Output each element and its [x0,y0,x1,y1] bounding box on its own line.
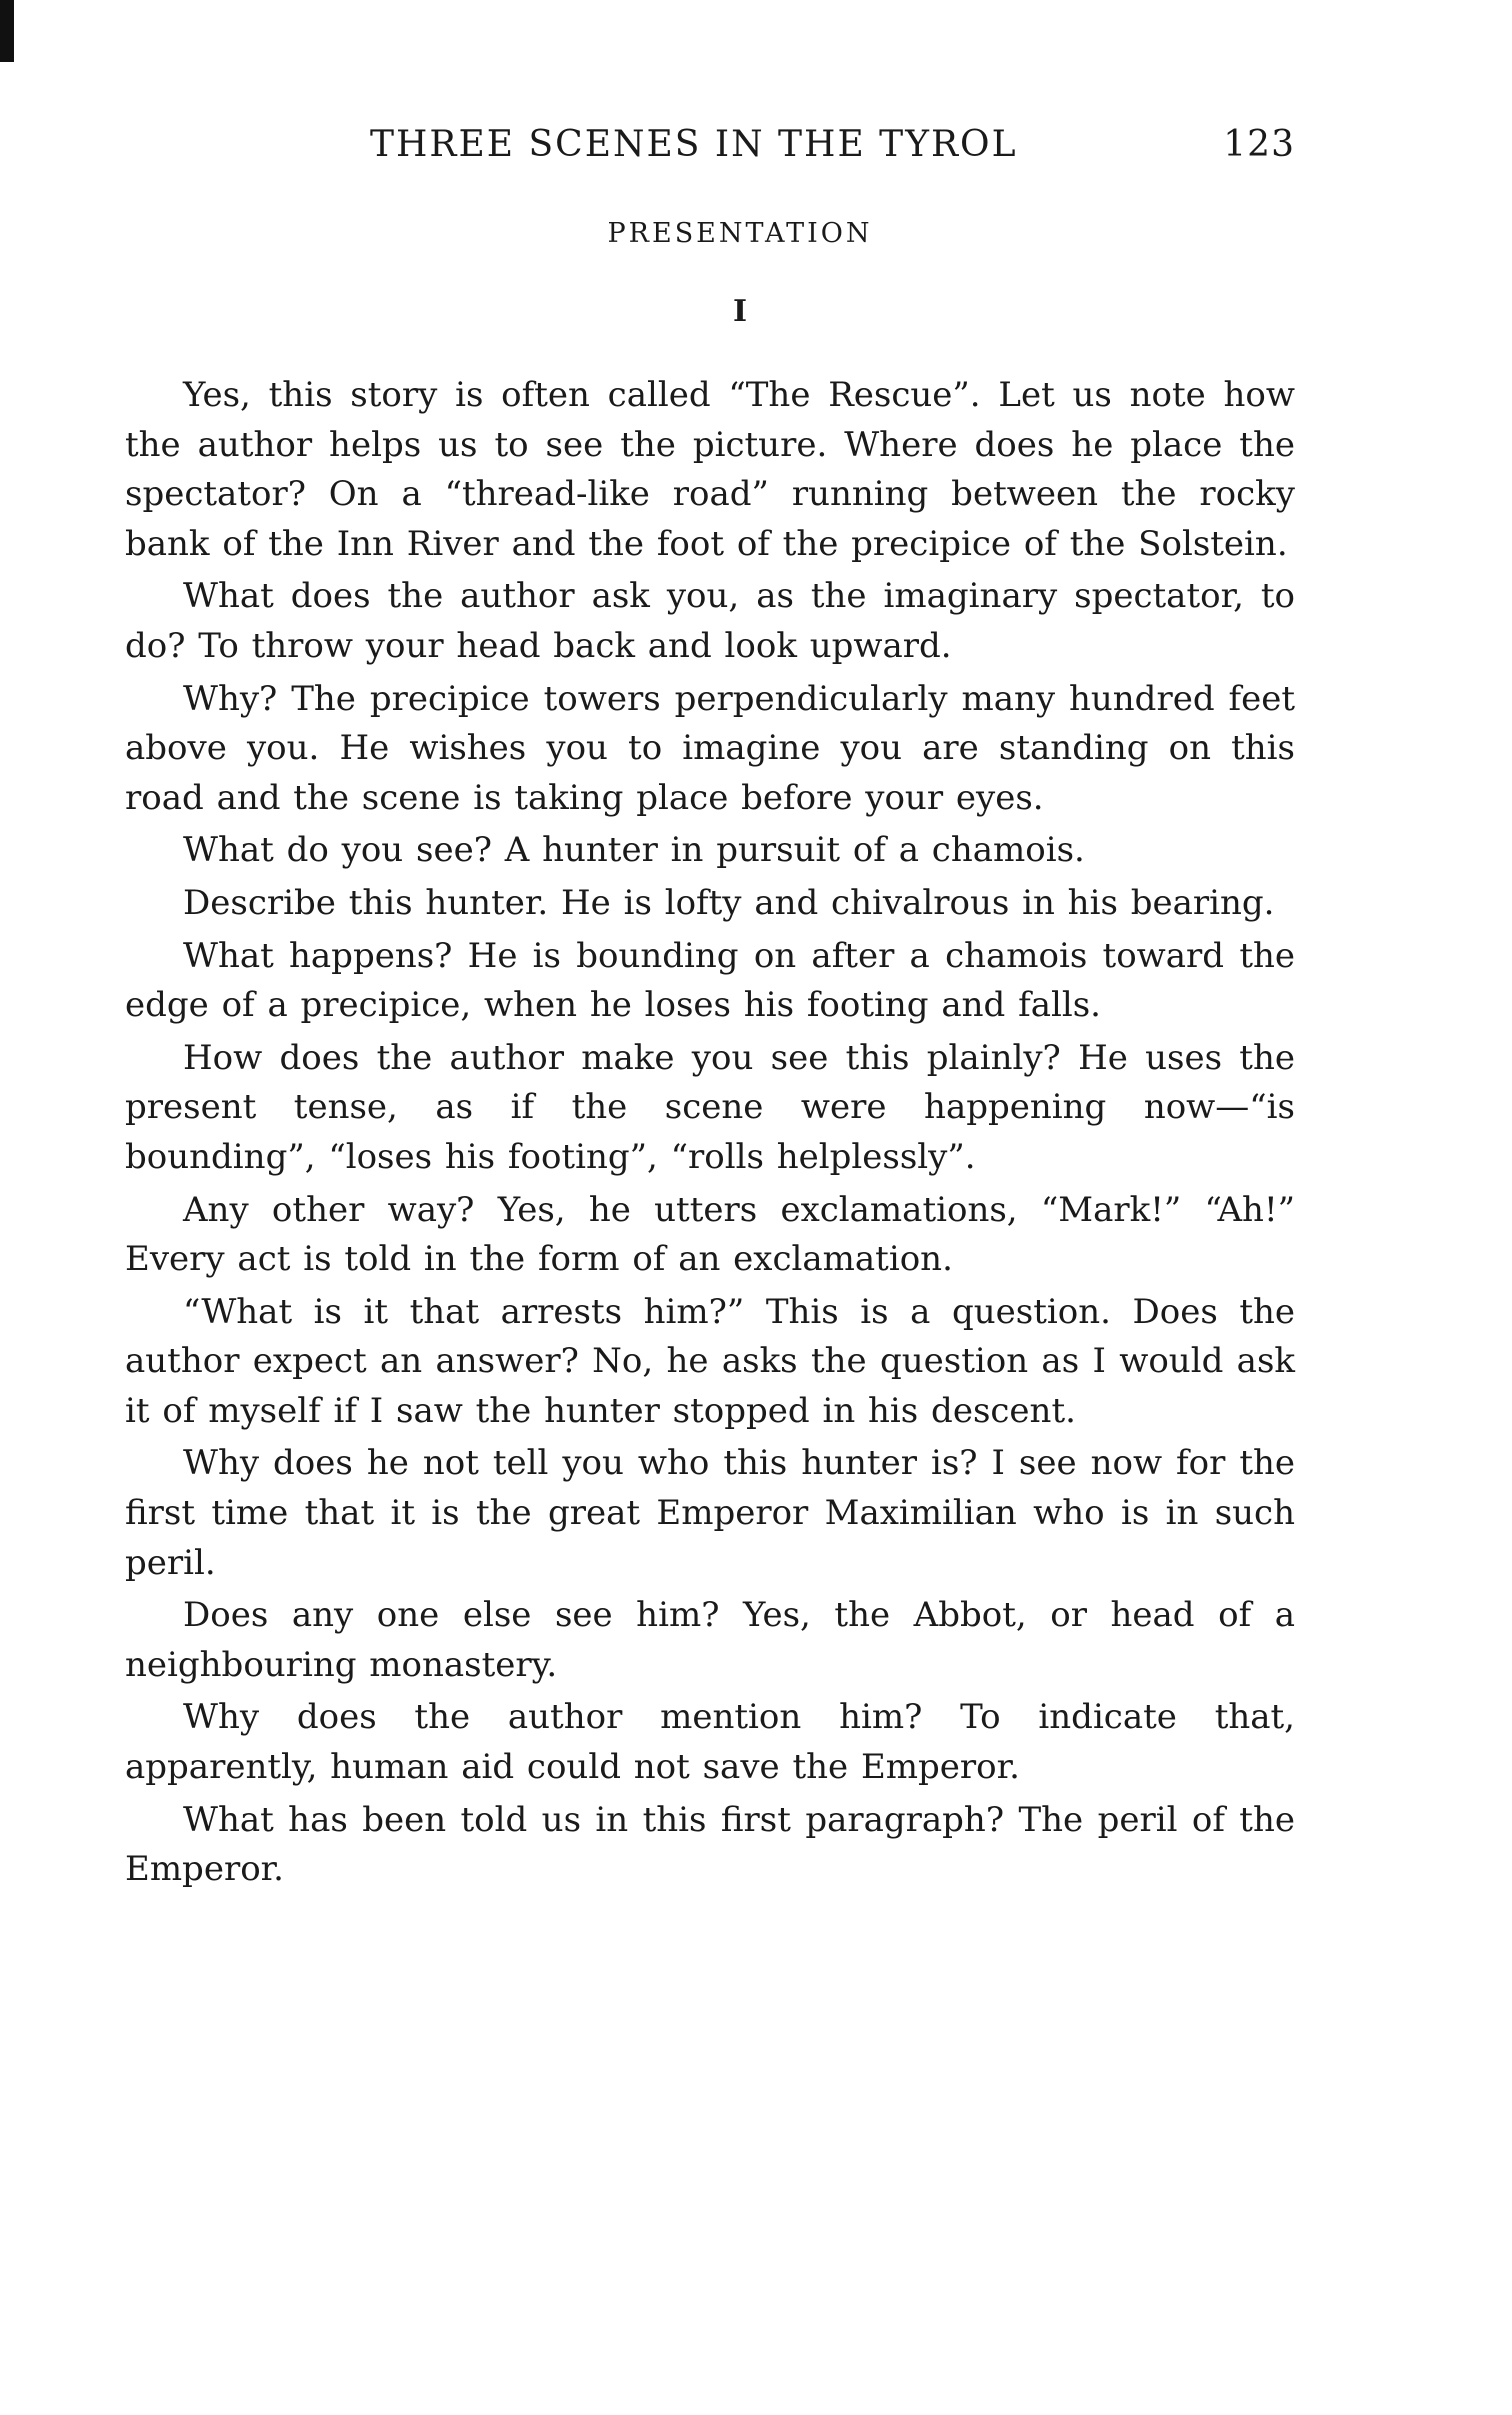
paragraph [125,932,1295,1031]
paragraph [125,1186,1295,1285]
answer-text: Yes, the Abbot, or head of a neighbouring monastery. [125,1595,1295,1685]
paragraph [125,826,1295,876]
answer-text: To throw your head back and look upward. [198,625,952,666]
running-title: THREE SCENES IN THE TYROL [370,124,1018,165]
paragraph [125,879,1295,929]
paragraph [125,1796,1295,1895]
question-text: What does the author ask you, as the imaginary spectator, to do? [125,576,1295,666]
answer-text: Yes, this story is often called “The Rescue”. Let us note how the author helps us to see the picture. Where does he place the spectator? On a “thread-like road” running between the rocky bank of the Inn River and the foot of the precipice of the Solstein. [125,375,1295,564]
paragraph [125,371,1295,569]
paragraph [125,1439,1295,1588]
question-text: Why? [183,678,278,719]
scan-edge-mark [0,0,14,62]
answer-text: He is bounding on after a chamois toward the edge of a precipice, when he loses his footing and falls. [125,935,1295,1026]
answer-text: The peril of the Emperor. [125,1799,1295,1890]
question-text: Why does he not tell you who this hunter is? [183,1443,978,1484]
paragraph [125,572,1295,671]
paragraph [125,1288,1295,1437]
answer-text: The precipice towers perpendicularly many hundred feet above you. He wishes you to imagine you are standing on this road and the scene is taking place before your eyes. [125,678,1295,818]
answer-text: Yes, he utters exclamations, “Mark!” “Ah!” Every act is told in the form of an exclamation. [125,1189,1296,1280]
question-text: Does any one else see him? [183,1595,720,1636]
question-text: What happens? [183,935,453,976]
answer-text: To indicate that, apparently, human aid could not save the Emperor. [125,1697,1295,1788]
section-heading: PRESENTATION [607,218,873,249]
question-text: Why does the author mention him? [183,1697,923,1738]
question-text: Any other way? [183,1189,475,1230]
paragraph [125,1034,1295,1183]
running-head [125,118,1295,178]
part-number: I [732,294,748,329]
answer-text: This is a question. Does the author expect an answer? No, he asks the question as I would ask it of myself if I saw the hunter stopped in his descent. [125,1291,1296,1431]
body-text [125,371,1295,1895]
answer-text: I see now for the first time that it is the great Emperor Maximilian who is in such peril. [125,1443,1295,1583]
question-text: Describe this hunter. [183,882,549,923]
answer-text: A hunter in pursuit of a chamois. [504,830,1085,871]
paragraph [125,675,1295,824]
question-text: What has been told us in this first paragraph? [183,1799,1005,1840]
paragraph [125,1693,1295,1792]
answer-text: He uses the present tense, as if the scene were happening now—“is bounding”, “loses his footing”, “rolls helplessly”. [125,1037,1295,1177]
paragraph [125,1591,1295,1690]
question-text: What do you see? [183,830,492,871]
book-page [125,118,1295,1898]
answer-text: He is lofty and chivalrous in his bearing. [561,882,1275,923]
question-text: How does the author make you see this plainly? [183,1037,1061,1078]
question-text: “What is it that arrests him?” [183,1291,745,1332]
page-number: 123 [1223,124,1295,165]
